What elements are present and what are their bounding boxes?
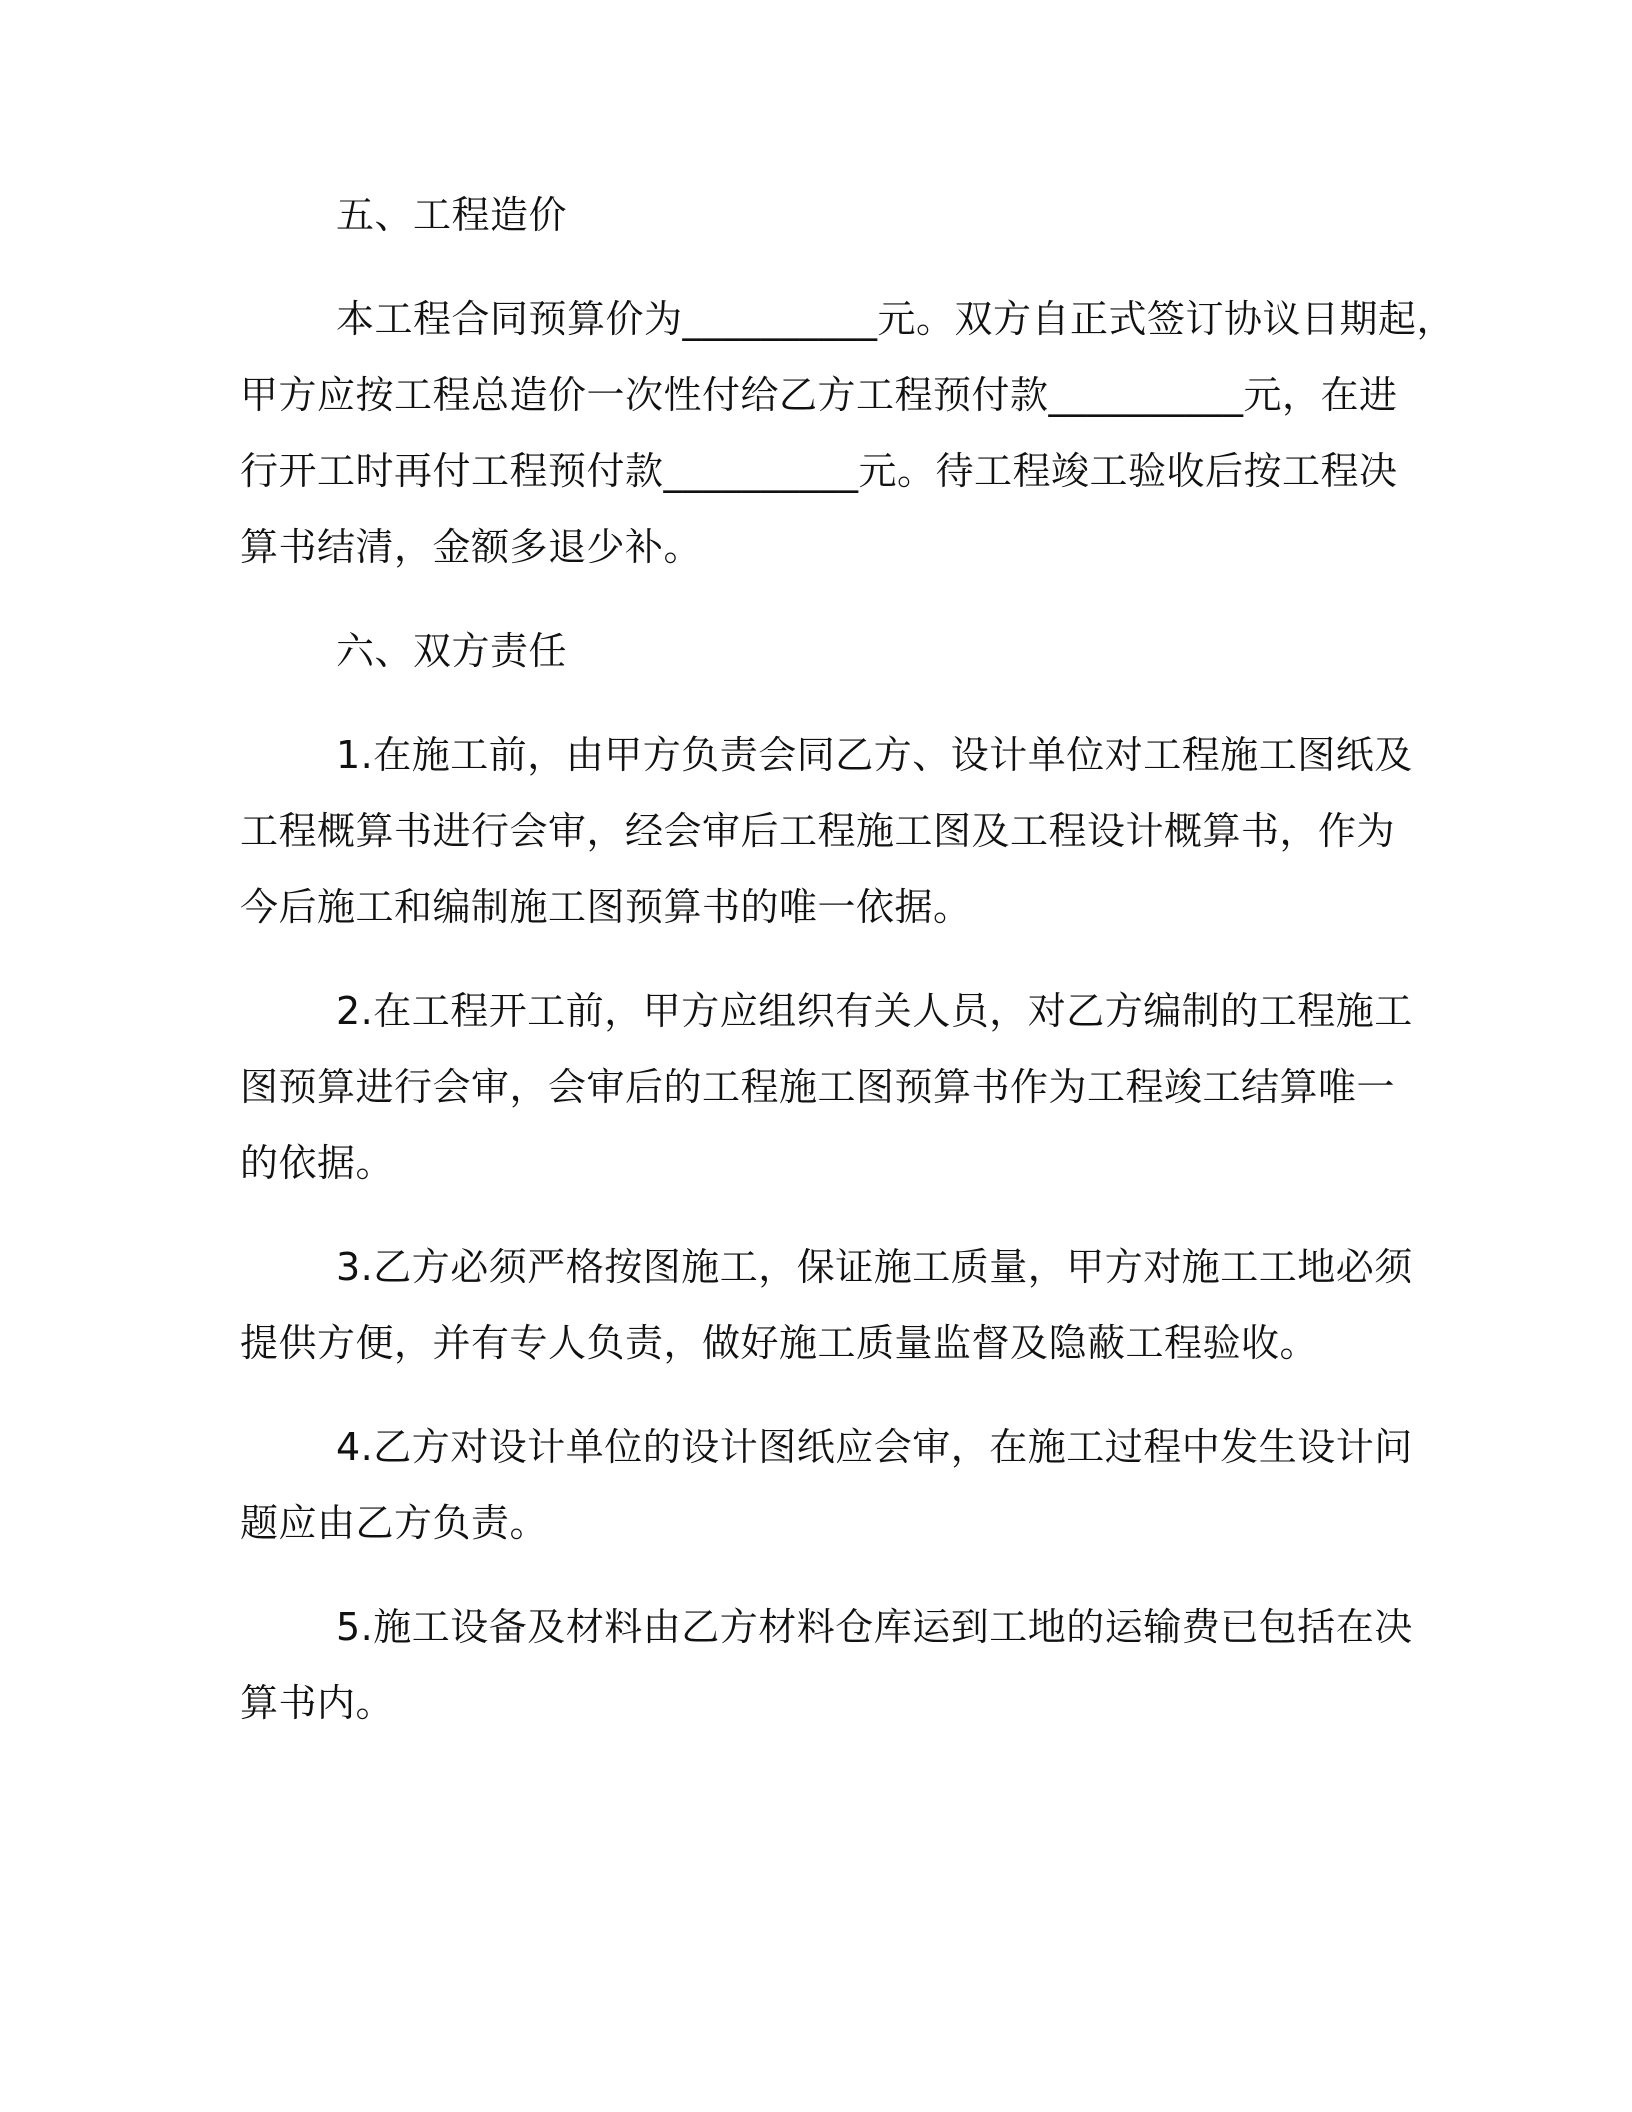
paragraph-line: 1.在施工前，由甲方负责会同乙方、设计单位对工程施工图纸及 [336, 733, 1413, 777]
paragraph-line: 提供方便，并有专人负责，做好施工质量监督及隐蔽工程验收。 [240, 1321, 1319, 1365]
paragraph-line: 题应由乙方负责。 [240, 1501, 549, 1545]
paragraph-line: 行开工时再付工程预付款__________元。待工程竣工验收后按工程决 [240, 449, 1398, 493]
paragraph-line: 甲方应按工程总造价一次性付给乙方工程预付款__________元，在进 [240, 373, 1398, 417]
paragraph-line: 工程概算书进行会审，经会审后工程施工图及工程设计概算书，作为 [240, 809, 1396, 853]
section-heading-responsibilities: 六、双方责任 [336, 629, 568, 673]
paragraph-line: 5.施工设备及材料由乙方材料仓库运到工地的运输费已包括在决 [336, 1605, 1413, 1649]
paragraph-line: 3.乙方必须严格按图施工，保证施工质量，甲方对施工工地必须 [336, 1245, 1413, 1289]
section-heading-cost: 五、工程造价 [336, 193, 568, 237]
paragraph-line: 4.乙方对设计单位的设计图纸应会审，在施工过程中发生设计问 [336, 1425, 1413, 1469]
paragraph-line: 今后施工和编制施工图预算书的唯一依据。 [240, 885, 972, 929]
paragraph-line: 2.在工程开工前，甲方应组织有关人员，对乙方编制的工程施工 [336, 989, 1413, 1033]
paragraph-line: 算书结清，金额多退少补。 [240, 525, 703, 569]
paragraph-line: 本工程合同预算价为__________元。双方自正式签订协议日期起， [336, 297, 1456, 341]
paragraph-line: 的依据。 [240, 1141, 395, 1185]
paragraph-line: 图预算进行会审，会审后的工程施工图预算书作为工程竣工结算唯一 [240, 1065, 1396, 1109]
paragraph-line: 算书内。 [240, 1681, 395, 1725]
